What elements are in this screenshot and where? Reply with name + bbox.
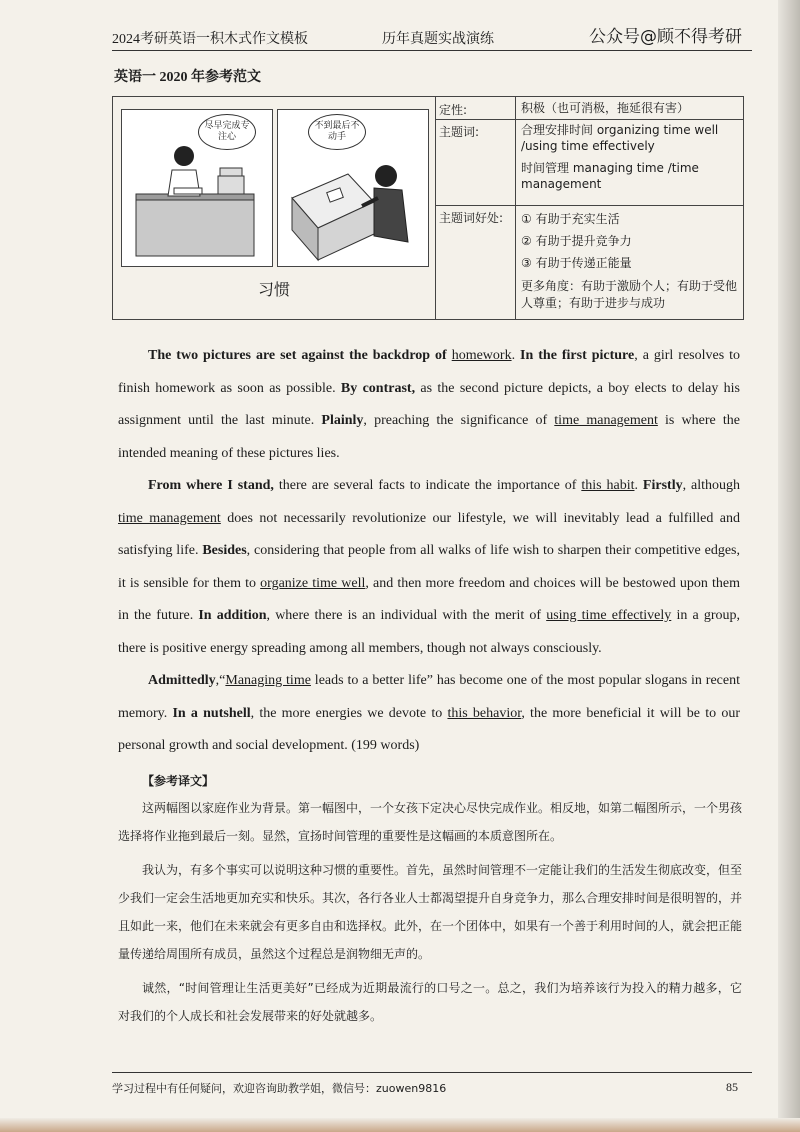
text-run: .: [634, 478, 643, 493]
text-run: , considering that people from all walks of life wish to sharpen their competitive edges, it is sensible for them to: [118, 543, 741, 591]
essay-paragraph-3: [118, 665, 740, 763]
benefit-label: 主题词好处:: [439, 211, 504, 225]
bold-phrase: From where I stand,: [148, 478, 274, 493]
underlined-phrase: time management: [554, 413, 658, 428]
info-table: [435, 97, 743, 319]
page-bottom-edge: [0, 1118, 800, 1132]
bold-phrase: Firstly: [642, 478, 683, 493]
cartoon-boy-image: [277, 109, 429, 267]
underlined-phrase: organize time well: [260, 575, 366, 591]
benefit-item: ② 有助于提升竞争力: [521, 234, 632, 248]
bold-phrase: In the first picture: [520, 348, 635, 363]
keyword-item: 时间管理 managing time /time management: [521, 161, 699, 191]
cartoon-panel: [113, 97, 436, 319]
bold-phrase: Plainly: [321, 413, 364, 428]
translation: [118, 794, 742, 1036]
benefit-more: 更多角度：有助于激励个人；有助于受他人尊重；有助于进步与成功: [521, 279, 738, 310]
prompt-box: [112, 96, 744, 320]
document-page: [112, 8, 752, 1118]
benefit-item: ③ 有助于传递正能量: [521, 256, 632, 270]
cartoon-caption: 习惯: [257, 280, 290, 299]
section-title: 英语一 2020 年参考范文: [114, 70, 261, 85]
underlined-phrase: Managing time: [225, 673, 311, 688]
header-book-title: 2024考研英语一积木式作文模板: [112, 32, 308, 47]
page-number: 85: [726, 1080, 738, 1094]
header-divider: [112, 50, 752, 51]
nature-row: [435, 97, 743, 120]
text-run: , where there is an individual with the merit of: [266, 608, 547, 623]
page-edge-shadow: [778, 0, 800, 1132]
translation-paragraph-1: 这两幅图以家庭作业为背景。第一幅图中，一个女孩下定决心尽快完成作业。相反地，如第二幅图所示，一个男孩选择将作业拖到最后一刻。显然，宣扬时间管理的重要性是这幅画的本质意图所在。: [118, 801, 743, 843]
text-run: .: [511, 348, 521, 363]
footer-text: 学习过程中有任何疑问，欢迎咨询助教学姐，微信号：zuowen9816: [112, 1082, 447, 1095]
bold-phrase: Besides: [202, 543, 247, 558]
model-essay: [118, 340, 740, 763]
nature-value: 积极（也可消极，拖延很有害）: [521, 101, 690, 115]
cartoon-girl-image: [121, 109, 273, 267]
text-run: , and then more freedom and choices will be bestowed upon them in the future.: [118, 575, 740, 623]
text-run: there are several facts to indicate the importance of: [273, 478, 582, 493]
text-run: in a group, there is positive energy spreading among all members, though not always consciously.: [118, 608, 740, 656]
keyword-label: 主题词:: [439, 125, 480, 139]
essay-paragraph-2: [118, 470, 740, 665]
benefit-row: [435, 205, 743, 319]
text-run: does not necessarily revolutionize our lifestyle, we will inevitably lead a fulfilled and satisfying life.: [118, 510, 740, 558]
underlined-phrase: homework: [451, 348, 512, 363]
benefit-item: ① 有助于充实生活: [521, 212, 620, 226]
translation-paragraph-3: 诚然，“时间管理让生活更美好”已经成为近期最流行的口号之一。总之，我们为培养该行为投入的精力越多，它对我们的个人成长和社会发展带来的好处就越多。: [118, 981, 742, 1023]
underlined-phrase: this behavior: [447, 705, 522, 721]
bold-phrase: The two pictures are set against the backdrop of: [148, 348, 452, 363]
text-run: as the second picture depicts, a boy elects to delay his assignment until the last minute.: [118, 380, 741, 428]
essay-paragraph-1: [118, 340, 740, 470]
keyword-item: 合理安排时间 organizing time well /using time effectively: [521, 123, 719, 153]
boy-speech-bubble: 不到最后不动手: [308, 114, 366, 150]
footer-divider: [112, 1072, 752, 1073]
underlined-phrase: this habit: [581, 478, 635, 493]
header-account: 公众号@顾不得考研: [589, 27, 742, 47]
text-run: , a girl resolves to finish homework as soon as possible.: [118, 348, 741, 396]
bold-phrase: In a nutshell: [172, 705, 251, 721]
text-run: , although: [682, 478, 741, 493]
girl-speech-bubble: 尽早完成专注心: [198, 114, 256, 150]
text-run: is where the intended meaning of these pictures lies.: [118, 413, 740, 461]
nature-label: 定性:: [439, 103, 468, 117]
bold-phrase: By contrast,: [340, 380, 416, 396]
text-run: , the more beneficial it will be to our personal growth and social development. (199 words): [118, 705, 740, 753]
text-run: ,“: [215, 673, 226, 688]
header-chapter: 历年真题实战演练: [382, 32, 494, 47]
underlined-phrase: time management: [118, 510, 221, 526]
translation-title: 【参考译文】: [142, 774, 215, 788]
page-header: [112, 22, 742, 48]
text-run: leads to a better life” has become one of the most popular slogans in recent memory.: [118, 673, 740, 721]
bold-phrase: In addition: [198, 608, 267, 623]
text-run: , the more energies we devote to: [250, 705, 448, 721]
bold-phrase: Admittedly: [148, 673, 216, 688]
text-run: , preaching the significance of: [363, 413, 555, 428]
keyword-row: [435, 119, 743, 206]
underlined-phrase: using time effectively: [546, 608, 672, 623]
translation-paragraph-2: 我认为，有多个事实可以说明这种习惯的重要性。首先，虽然时间管理不一定能让我们的生活发生彻底改变，但至少我们一定会生活地更加充实和快乐。其次，各行各业人士都渴望提升自身竞争力，那么合理安排时间是很明智的，并且如此一来，他们在未来就会有更多自由和选择权。此外，在一个团体中，如果有一个善于利用时间的人，就会把正能量传递给周围所有成员，虽然这个过程总是润物细无声的。: [118, 863, 743, 961]
